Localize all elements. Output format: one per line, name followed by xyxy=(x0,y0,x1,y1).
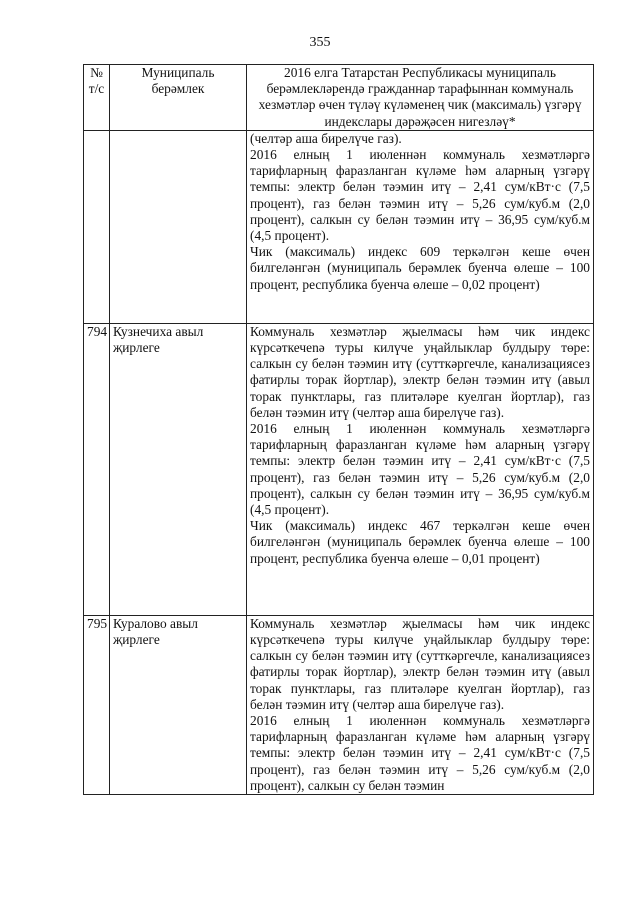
table-row xyxy=(84,615,594,794)
header-number xyxy=(84,65,110,131)
header-number-line1: № xyxy=(90,65,103,80)
row-description xyxy=(247,323,594,615)
description-paragraph: Коммуналь хезмәтләр җыелмасы һәм чик индекс күрсәткечenә туры килүче уңайлыклар булдыру төре: салкын су белән тәэмин итү (сутткәргечле, канализациясез фатирлы торак йортлар), электр белән тәэмин итү (авыл торак пунктлары, газ плитәләре куелган йортлар), газ белән тәэмин итү (челтәр аша бирелүче газ). xyxy=(250,615,590,712)
row-municipality: Кузнечиха авыл җирлеге xyxy=(110,323,247,615)
page-number: 355 xyxy=(309,35,331,50)
row-municipality xyxy=(110,130,247,323)
description-paragraph: 2016 елның 1 июленнән коммуналь хезмәтләргә тарифларның фаразланган күләме һәм аларның үзгәрү темпы: электр белән тәэмин итү – 2,41 сум/кВт·с (7,5 процент), газ белән тәэмин итү – 5,26 сум/куб.м (2,0 процент), салкын су белән тәэмин xyxy=(250,713,590,793)
header-municipality xyxy=(110,65,247,131)
description-paragraph: Чик (максималь) индекс 609 теркәлгән кеше өчен билгеләнгән (муниципаль берәмлек буенча өлеше – 100 процент, республика буенча өлеше – 0,02 процент) xyxy=(250,244,590,292)
row-number: 794 xyxy=(84,323,110,615)
header-description: 2016 елга Татарстан Республикасы муниципаль берәмлекләрендә гражданнар тарафыннан коммуналь хезмәтләр өчен түләү күләменең чик (максималь) үзгәрү индекслары дәрәҗәсен нигезләү* xyxy=(247,65,594,131)
row-description xyxy=(247,615,594,794)
description-paragraph: (челтәр аша бирелүче газ). xyxy=(250,130,402,146)
description-paragraph: Чик (максималь) индекс 467 теркәлгән кеше өчен билгеләнгән (муниципаль берәмлек буенча өлеше – 100 процент, республика буенча өлеше – 0,01 процент) xyxy=(250,518,590,566)
indices-table xyxy=(83,64,594,795)
header-municipality-line2: берәмлек xyxy=(151,81,205,97)
description-paragraph: Коммуналь хезмәтләр җыелмасы һәм чик индекс күрсәткечenә туры килүче уңайлыклар булдыру төре: салкын су белән тәэмин итү (сутткәргечле, канализациясез фатирлы торак йортлар), электр белән тәэмин итү (авыл торак пунктлары, газ плитәләре куелган йортлар), газ белән тәэмин итү (челтәр аша бирелүче газ). xyxy=(250,323,590,420)
table-row xyxy=(84,130,594,323)
description-paragraph: 2016 елның 1 июленнән коммуналь хезмәтләргә тарифларның фаразланган күләме һәм аларның үзгәрү темпы: электр белән тәэмин итү – 2,41 сум/кВт·с (7,5 процент), газ белән тәэмин итү – 5,26 сум/куб.м (2,0 процент), салкын су белән тәэмин итү – 36,95 сум/куб.м (4,5 процент). xyxy=(250,147,590,244)
table-row xyxy=(84,323,594,615)
description-paragraph: 2016 елның 1 июленнән коммуналь хезмәтләргә тарифларның фаразланган күләме һәм аларның үзгәрү темпы: электр белән тәэмин итү – 2,41 сум/кВт·с (7,5 процент), газ белән тәэмин итү – 5,26 сум/куб.м (2,0 процент), салкын су белән тәэмин итү – 36,95 сум/куб.м (4,5 процент). xyxy=(250,421,590,518)
header-municipality-line1: Муниципаль xyxy=(141,65,215,80)
row-municipality: Куралово авыл җирлеге xyxy=(110,615,247,794)
row-number xyxy=(84,130,110,323)
row-number: 795 xyxy=(84,615,110,794)
header-number-line2: т/с xyxy=(88,81,105,97)
row-description xyxy=(247,130,594,323)
table-header-row xyxy=(84,65,594,131)
